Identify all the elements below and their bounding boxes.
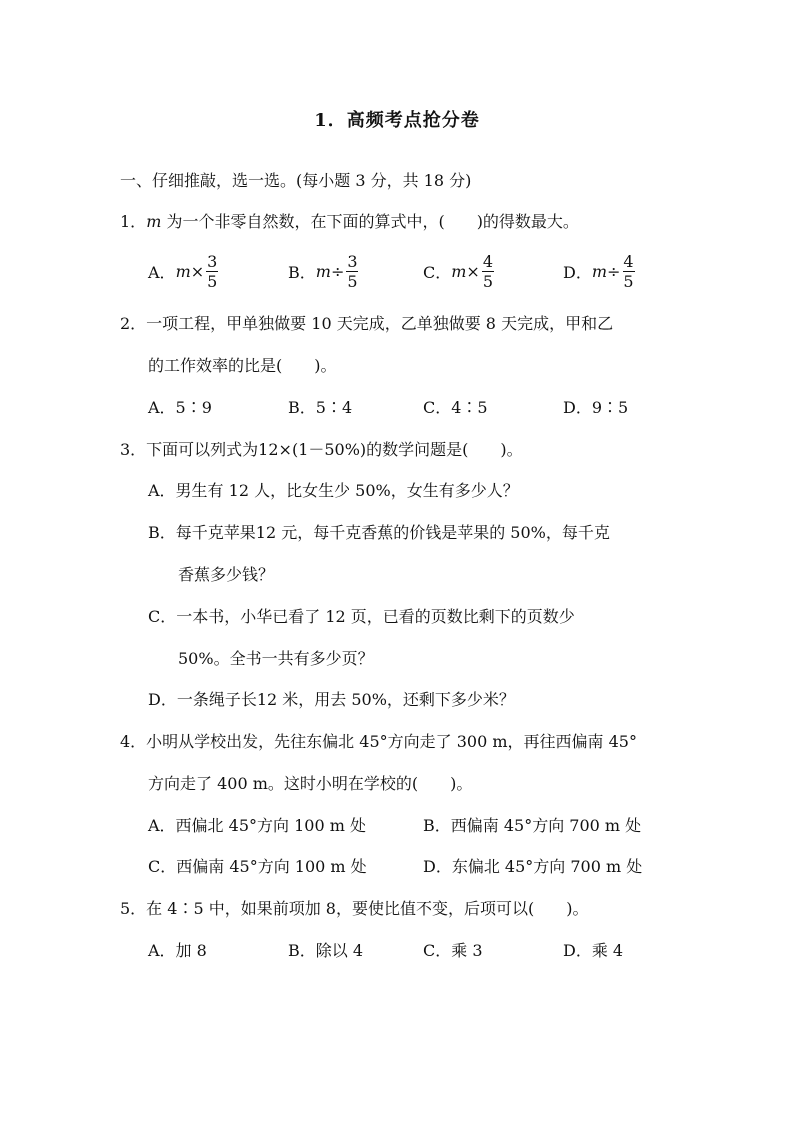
q1-option-c[interactable] xyxy=(423,252,494,291)
q5-option-d[interactable]: D．乘 4 xyxy=(563,941,624,960)
q2-option-a[interactable]: A．5∶9 xyxy=(148,398,212,417)
fraction xyxy=(346,252,358,291)
operator: × xyxy=(190,262,205,281)
q2-option-b[interactable]: B．5∶4 xyxy=(288,398,353,417)
option-letter: D． xyxy=(563,263,592,282)
fraction xyxy=(622,252,634,291)
question-4-line-2: 方向走了 400 m。这时小明在学校的( )。 xyxy=(148,774,473,793)
q5-option-c[interactable]: C．乘 3 xyxy=(423,941,483,960)
fraction xyxy=(482,252,494,291)
option-letter: A． xyxy=(148,263,176,282)
variable-m: m xyxy=(146,212,162,231)
section-heading: 一、仔细推敲，选一选。(每小题 3 分，共 18 分) xyxy=(120,171,472,190)
variable-m: m xyxy=(591,262,608,281)
q1-option-a[interactable] xyxy=(148,252,218,291)
question-2-line-1: 2．一项工程，甲单独做要 10 天完成，乙单独做要 8 天完成，甲和乙 xyxy=(120,314,614,333)
q5-option-a[interactable]: A．加 8 xyxy=(148,941,207,960)
operator: ÷ xyxy=(330,262,345,281)
option-letter: C． xyxy=(423,263,452,282)
operator: ÷ xyxy=(607,262,621,281)
q3-option-a[interactable]: A．男生有 12 人，比女生少 50%，女生有多少人？ xyxy=(148,481,519,500)
q3-option-b[interactable]: B．每千克苹果12 元，每千克香蕉的价钱是苹果的 50%，每千克 xyxy=(148,523,610,542)
q4-option-a[interactable]: A．西偏北 45°方向 100 m 处 xyxy=(148,816,366,835)
q2-option-d[interactable]: D．9∶5 xyxy=(563,398,629,417)
option-letter: B． xyxy=(288,263,316,282)
q3-option-c-continued: 50%。全书一共有多少页？ xyxy=(178,649,374,668)
variable-m: m xyxy=(451,262,467,281)
question-number: 1． xyxy=(120,212,147,231)
variable-m: m xyxy=(315,262,331,281)
numerator: 4 xyxy=(623,252,634,271)
fraction xyxy=(206,252,218,291)
denominator: 5 xyxy=(482,272,494,291)
page-title: 1．高频考点抢分卷 xyxy=(314,110,480,131)
denominator: 5 xyxy=(623,272,634,291)
question-text: 为一个非零自然数，在下面的算式中，( )的得数最大。 xyxy=(161,212,579,231)
q4-option-d[interactable]: D．东偏北 45°方向 700 m 处 xyxy=(423,857,643,876)
question-5-line-1: 5．在 4∶5 中，如果前项加 8，要使比值不变，后项可以( )。 xyxy=(120,899,589,918)
operator: × xyxy=(466,262,480,281)
numerator: 3 xyxy=(207,252,218,271)
question-1 xyxy=(120,211,579,233)
q4-option-c[interactable]: C．西偏南 45°方向 100 m 处 xyxy=(148,857,367,876)
q4-option-b[interactable]: B．西偏南 45°方向 700 m 处 xyxy=(423,816,642,835)
q2-option-c[interactable]: C．4∶5 xyxy=(423,398,488,417)
variable-m: m xyxy=(175,262,191,281)
denominator: 5 xyxy=(347,272,358,291)
q3-option-b-continued: 香蕉多少钱？ xyxy=(178,565,275,584)
q3-option-d[interactable]: D．一条绳子长12 米，用去 50%，还剩下多少米？ xyxy=(148,690,515,709)
q1-option-d[interactable] xyxy=(563,252,635,291)
q1-option-b[interactable] xyxy=(288,252,359,291)
denominator: 5 xyxy=(207,272,218,291)
q5-option-b[interactable]: B．除以 4 xyxy=(288,941,364,960)
question-3-line-1: 3．下面可以列式为12×(1－50%)的数学问题是( )。 xyxy=(120,440,523,459)
q3-option-c[interactable]: C．一本书，小华已看了 12 页，已看的页数比剩下的页数少 xyxy=(148,607,575,626)
numerator: 4 xyxy=(482,252,494,271)
question-4-line-1: 4．小明从学校出发，先往东偏北 45°方向走了 300 m，再往西偏南 45° xyxy=(120,732,637,751)
question-2-line-2: 的工作效率的比是( )。 xyxy=(148,356,337,375)
numerator: 3 xyxy=(347,252,358,271)
